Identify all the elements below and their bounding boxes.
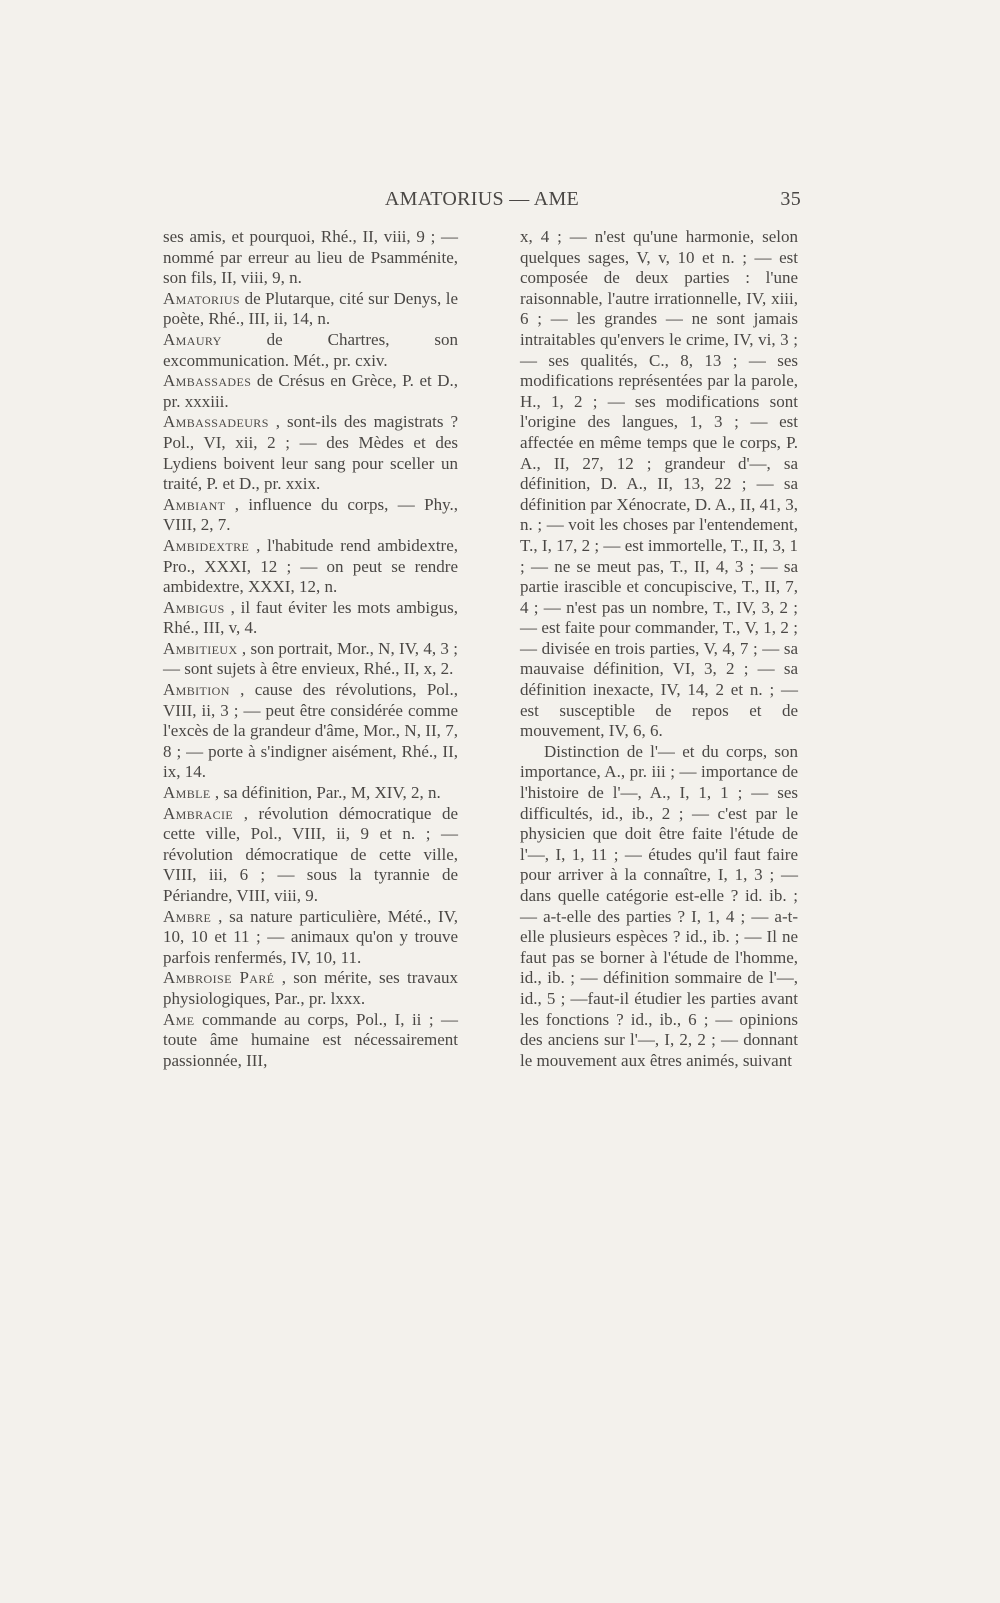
entry-text: , cause des révolutions, Pol., VIII, ii, 3 ; — peut être considérée comme l'excès de la grandeur d'âme, Mor., N, II, 7, 8 ; — porte à s'indigner aisément, Rhé., II, ix, 14. [163, 680, 458, 782]
entry-headword: Ambroise Paré [163, 968, 275, 988]
entry-headword: Ambiant [163, 494, 226, 514]
entry-headword: Ambigus [163, 597, 225, 617]
entry-text: ses amis, et pourquoi, Rhé., II, viii, 9 ; — nommé par erreur au lieu de Psamménite, son fils, II, viii, 9, n. [163, 227, 458, 288]
index-entry [163, 907, 458, 969]
running-header [163, 188, 801, 216]
entry-text: de Plutarque, cité sur Denys, le poète, Rhé., III, ii, 14, n. [163, 288, 459, 329]
page-number: 35 [780, 188, 801, 210]
entry-text: , sa définition, Par., M, XIV, 2, n. [214, 783, 441, 803]
running-title: AMATORIUS — AME [384, 188, 580, 210]
index-entry [163, 680, 458, 783]
index-entry [163, 330, 458, 371]
entry-headword: Amatorius [163, 288, 241, 308]
entry-text: , sont-ils des magistrats ? Pol., VI, xii, 2 ; — des Mèdes et des Lydiens boivent leur sang pour sceller un traité, P. et D., pr. xxix. [163, 412, 458, 494]
index-entry [163, 968, 458, 1009]
entry-headword: Amaury [163, 329, 222, 349]
entry-headword: Ame [163, 1009, 195, 1029]
index-entry [163, 598, 458, 639]
entry-headword: Ambre [163, 906, 212, 926]
index-entry [163, 227, 458, 289]
entry-text: commande au corps, Pol., I, ii ; — toute âme humaine est nécessairement passionnée, III, [163, 1009, 458, 1070]
entry-headword: Ambitieux [163, 638, 238, 658]
entry-headword: Ambition [163, 680, 230, 700]
index-entry [163, 804, 458, 907]
entry-headword: Ambassadeurs [163, 412, 269, 432]
entry-text: , son mérite, ses travaux physiologiques, Par., pr. lxxx. [163, 968, 459, 1008]
entry-text: , l'habitude rend ambidextre, Pro., XXXI, 12 ; — on peut se rendre ambidextre, XXXI, 12, n. [163, 535, 459, 597]
index-entry [163, 1010, 458, 1072]
index-paragraph: Distinction de l'— et du corps, son importance, A., pr. iii ; — importance de l'histoire de l'—, A., I, 1, 1 ; — ses difficultés, id., ib., 2 ; — c'est par le physicien que doit être faite l'étude de l'—, I, 1, 11 ; — études qu'il faut faire pour arriver à la connaître, I, 1, 3 ; — dans quelle catégorie est-elle ? id. ib. ; — a-t-elle des parties ? I, 1, 4 ; — a-t-elle plusieurs espèces ? id., ib. ; — Il ne faut pas se borner à l'étude de l'homme, id., ib. ; — définition sommaire de l'—, id., 5 ; —faut-il étudier les parties avant les fonctions ? id., ib., 6 ; — opinions des anciens sur l'—, I, 2, 2 ; — donnant le mouvement aux êtres animés, suivant [520, 741, 798, 1070]
entry-text: , son portrait, Mor., N, IV, 4, 3 ; — sont sujets à être envieux, Rhé., II, x, 2. [163, 638, 458, 679]
entry-headword: Ambidextre [163, 535, 250, 555]
index-entry [163, 783, 458, 804]
index-paragraph: x, 4 ; — n'est qu'une harmonie, selon quelques sages, V, v, 10 et n. ; — est composée de deux parties : l'une raisonnable, l'autre irrationnelle, IV, xiii, 6 ; — les grandes — ne sont jamais intraitables qu'envers le crime, IV, vi, 3 ; — ses qualités, C., 8, 13 ; — ses modifications représentées par la parole, H., 1, 2 ; — ses modifications sont l'origine des langues, 1, 3 ; — est affectée en même temps que le corps, P. A., II, 27, 12 ; grandeur d'—, sa définition, D. A., II, 13, 22 ; — sa définition par Xénocrate, D. A., II, 41, 3, n. ; — voit les choses par l'entendement, T., I, 17, 2 ; — est immortelle, T., II, 3, 1 ; — ne se meut pas, T., II, 4, 3 ; — sa partie irascible et concupiscive, T., II, 7, 4 ; — n'est pas un nombre, T., IV, 3, 2 ; — est faite pour commander, T., V, 1, 2 ; — divisée en trois parties, V, 4, 7 ; — sa mauvaise définition, VI, 3, 2 ; — sa définition inexacte, IV, 14, 2 et n. ; — est susceptible de repos et de mouvement, IV, 6, 6. [520, 227, 798, 741]
entry-text: , influence du corps, — Phy., VIII, 2, 7. [163, 494, 458, 535]
entry-text: , révolution démocratique de cette ville, Pol., VIII, ii, 9 et n. ; — révolution démocratique de cette ville, VIII, iii, 6 ; — sous la tyrannie de Périandre, VIII, viii, 9. [163, 803, 459, 905]
entry-text: de Crésus en Grèce, P. et D., pr. xxxiii. [163, 371, 459, 411]
index-entry [163, 536, 458, 598]
entry-headword: Ambracie [163, 803, 234, 823]
right-column [520, 227, 798, 1071]
left-column [163, 227, 458, 1071]
index-entry [163, 412, 458, 494]
entry-headword: Amble [163, 783, 211, 803]
index-entry [163, 289, 458, 330]
index-entry [163, 495, 458, 536]
index-entry [163, 371, 458, 412]
index-entry [163, 639, 458, 680]
entry-text: , il faut éviter les mots ambigus, Rhé., III, v, 4. [163, 597, 459, 638]
entry-headword: Ambassades [163, 371, 252, 391]
entry-text: , sa nature particulière, Mété., IV, 10, 10 et 11 ; — animaux qu'on y trouve parfois renfermés, IV, 10, 11. [163, 906, 458, 967]
entry-text: de Chartres, son excommunication. Mét., pr. cxiv. [163, 329, 458, 370]
